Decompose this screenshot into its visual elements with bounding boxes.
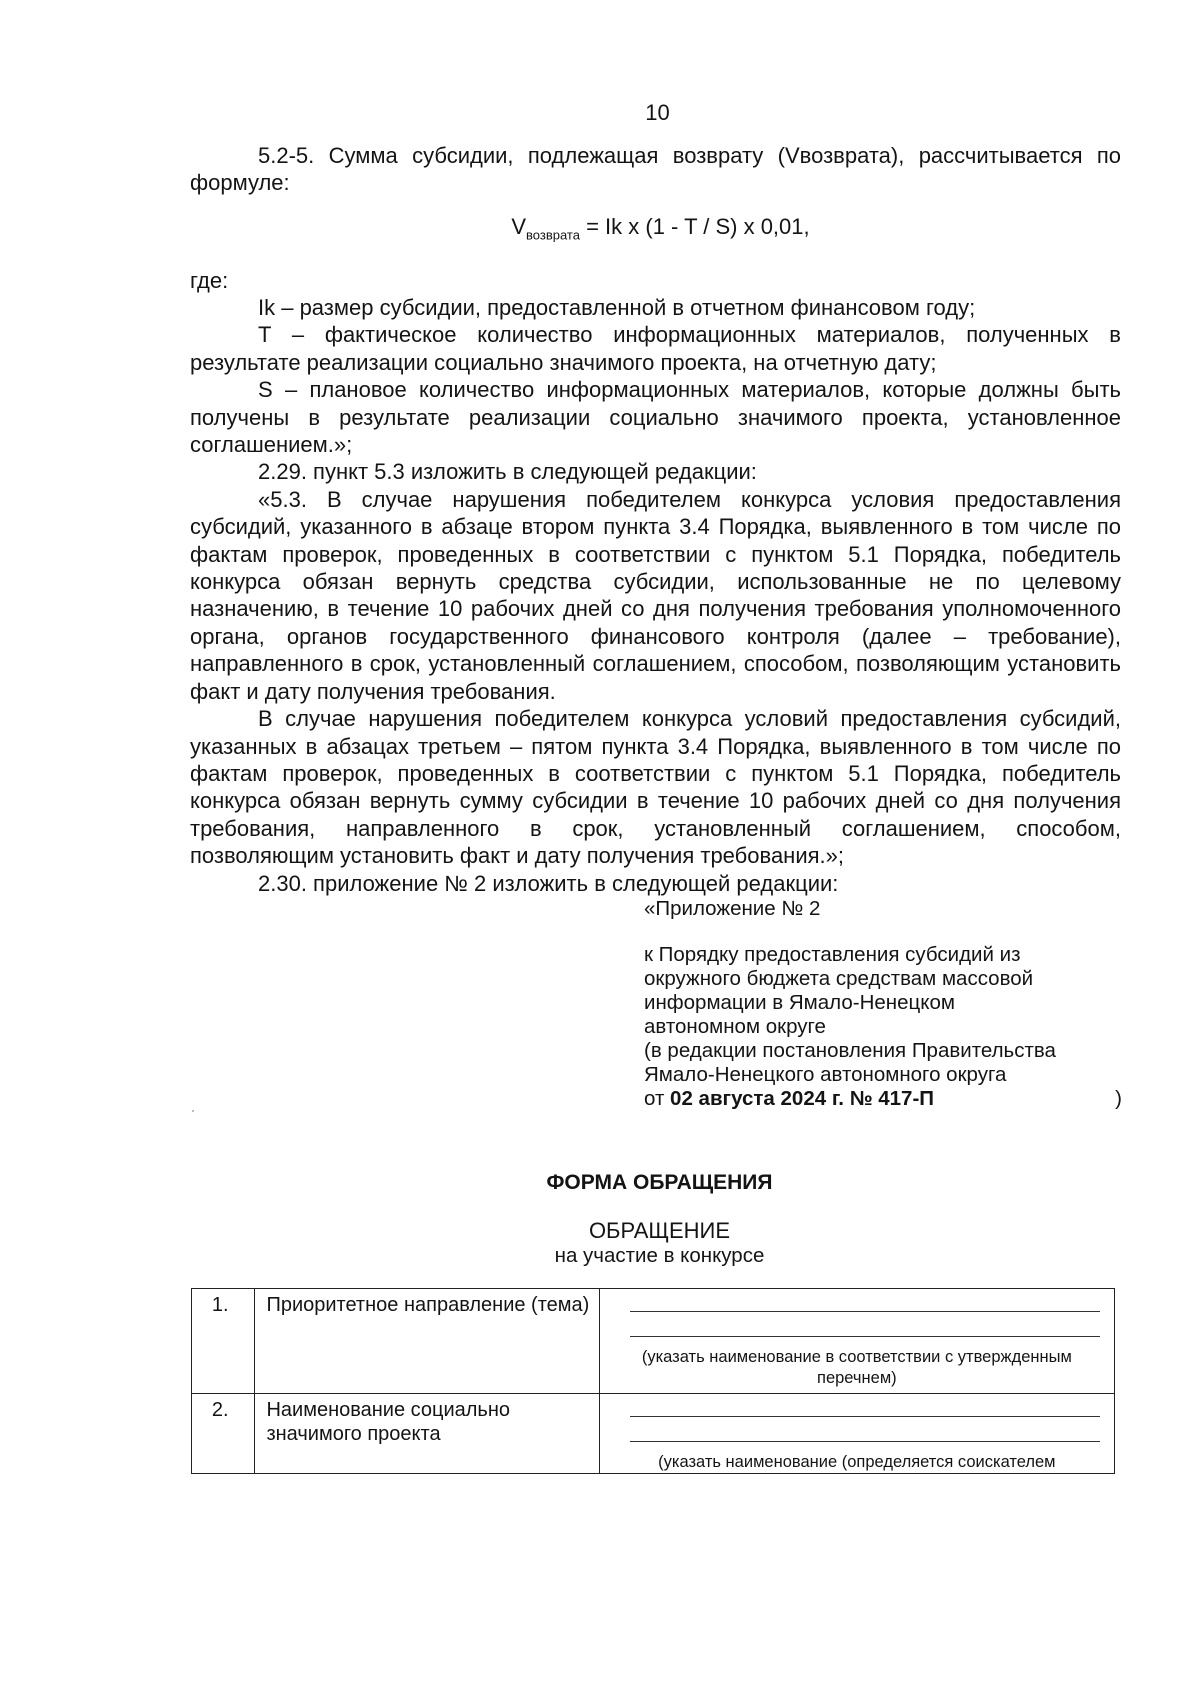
item-2-29: 2.29. пункт 5.3 изложить в следующей редакции:	[258, 459, 757, 485]
appendix-date: 02 августа 2024 г. № 417-П	[670, 1086, 935, 1110]
appendix-line-6: Ямало-Ненецкого автономного округа	[644, 1062, 1007, 1086]
fill-in-line	[630, 1427, 1100, 1442]
fill-in-line	[630, 1322, 1100, 1337]
row-number: 1.	[192, 1289, 255, 1394]
form-table	[191, 1288, 1115, 1474]
appendix-line-2: окружного бюджета средствам массовой	[644, 966, 1034, 990]
paragraph-violation: В случае нарушения победителем конкурса условий предоставления субсидий, указанных в абзацах третьем – пятом пункта 3.4 Порядка, выявленного в том числе по фактам проверок, проведенных в соответствии с пунктом 5.1 Порядка, победитель конкурса обязан вернуть сумму субсидии в течение 10 рабочих дней со дня получения требования, направленного в срок, установленный соглашением, способом, позволяющим установить факт и дату получения требования.»;	[190, 706, 1121, 869]
appendix-date-prefix: от	[644, 1086, 671, 1110]
appeal-subtitle: на участие в конкурсе	[554, 1244, 765, 1268]
definition-t: T – фактическое количество информационных материалов, полученных в результате реализации социально значимого проекта, на отчетную дату;	[190, 322, 1121, 375]
row-value-cell	[599, 1289, 1114, 1394]
where-label: где:	[190, 267, 229, 293]
formula-rest: = Ik x (1 - T / S) x 0,01,	[579, 213, 810, 239]
table-row	[192, 1289, 1115, 1394]
paragraph-5-2-5: 5.2-5. Сумма субсидии, подлежащая возврату (Vвозврата), рассчитывается по формуле:	[190, 143, 1121, 196]
row-hint: (указать наименование в соответствии с утвержденным перечнем)	[641, 1348, 1072, 1388]
appendix-line-1: к Порядку предоставления субсидий из	[644, 942, 1021, 966]
item-2-30: 2.30. приложение № 2 изложить в следующей редакции:	[258, 870, 839, 896]
appendix-header	[644, 897, 1121, 1111]
row-hint: (указать наименование (определяется соискателем	[658, 1453, 1056, 1472]
appendix-line-5: (в редакции постановления Правительства	[644, 1038, 1056, 1062]
appeal-title: ОБРАЩЕНИЕ	[588, 1218, 731, 1244]
appendix-title: «Приложение № 2	[644, 896, 821, 920]
row-value-cell	[599, 1394, 1114, 1474]
scan-speck	[192, 1110, 194, 1112]
fill-in-line	[630, 1402, 1100, 1417]
form-title: ФОРМА ОБРАЩЕНИЯ	[546, 1170, 773, 1194]
appendix-date-close: )	[1115, 1086, 1122, 1110]
appendix-line-4: автономном округе	[644, 1014, 826, 1038]
formula-subscript: возврата	[526, 227, 580, 243]
definition-s: S – плановое количество информационных материалов, которые должны быть получены в результате реализации социально значимого проекта, установленное соглашением.»;	[190, 377, 1121, 458]
formula	[190, 213, 1121, 249]
page-number: 10	[645, 100, 670, 125]
row-label: Приоритетное направление (тема)	[255, 1289, 599, 1394]
appendix-date-row	[644, 1087, 1122, 1111]
appendix-line-3: информации в Ямало-Ненецком	[644, 990, 955, 1014]
fill-in-line	[630, 1297, 1100, 1312]
row-label: Наименование социально значимого проекта	[255, 1394, 599, 1474]
formula-main: V	[511, 213, 527, 239]
document-body	[190, 142, 1121, 1474]
row-number: 2.	[192, 1394, 255, 1474]
definition-ik: Ik – размер субсидии, предоставленной в отчетном финансовом году;	[258, 295, 976, 321]
table-row	[192, 1394, 1115, 1474]
paragraph-5-3: «5.3. В случае нарушения победителем конкурса условия предоставления субсидий, указанного в абзаце втором пункта 3.4 Порядка, выявленного в том числе по фактам проверок, проведенных в соответствии с пунктом 5.1 Порядка, победитель конкурса обязан вернуть средства субсидии, использованные не по целевому назначению, в течение 10 рабочих дней со дня получения требования уполномоченного органа, органов государственного финансового контроля (далее – требование), направленного в срок, установленный соглашением, способом, позволяющим установить факт и дату получения требования.	[190, 486, 1121, 704]
